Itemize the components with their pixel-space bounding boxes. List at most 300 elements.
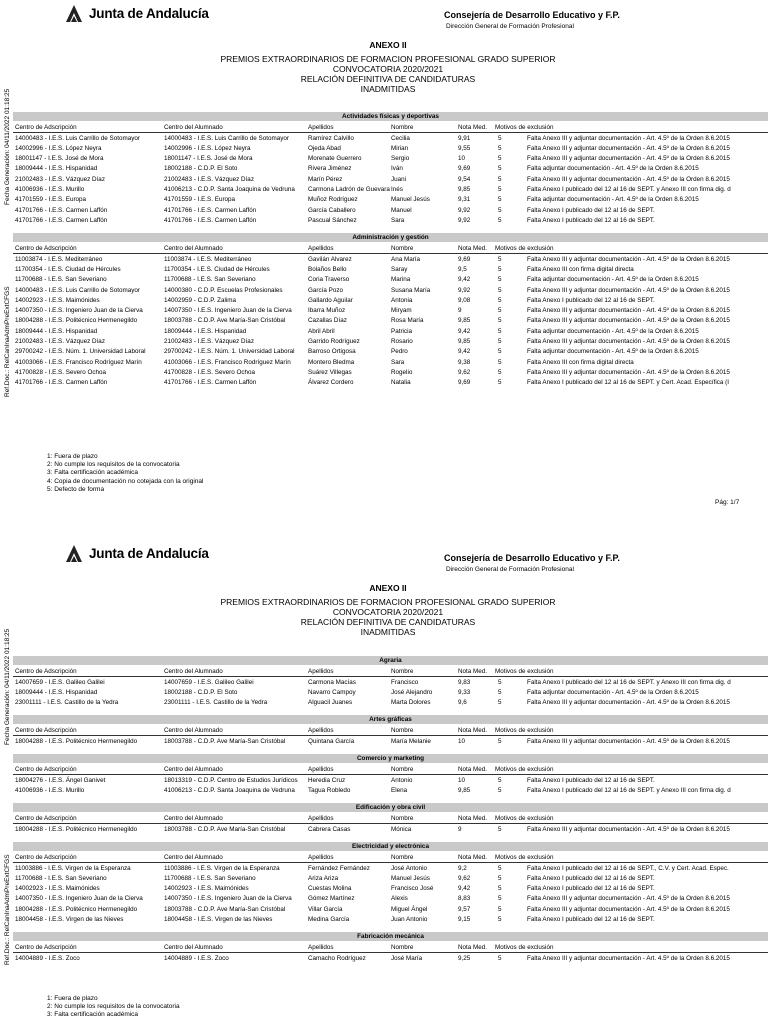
table-cell: 11003886 - I.E.S. Virgen de la Esperanza bbox=[164, 864, 280, 872]
table-cell: 14004889 - I.E.S. Zoco bbox=[15, 954, 80, 962]
table-cell: 8,83 bbox=[458, 895, 471, 903]
junta-logo bbox=[63, 2, 209, 24]
junta-emblem-icon bbox=[63, 542, 85, 564]
section-title: Comercio y marketing bbox=[13, 754, 768, 763]
table-cell: 5 bbox=[498, 307, 502, 315]
column-header: Nota Med. bbox=[458, 124, 488, 131]
table-cell: 9,62 bbox=[458, 368, 471, 376]
table-cell: 9,15 bbox=[458, 916, 471, 924]
column-header: Apellidos bbox=[308, 124, 334, 131]
table-cell: 9,85 bbox=[458, 185, 471, 193]
table-cell: Natalia bbox=[391, 379, 411, 387]
family-section bbox=[13, 112, 768, 225]
table-cell: Falta adjuntar documentación - Art. 4.5º de la Orden 8.6.2015 bbox=[527, 196, 699, 204]
table-cell: 14007350 - I.E.S. Ingeniero Juan de la Cierva bbox=[164, 307, 292, 315]
table-cell: 41700828 - I.E.S. Severo Ochoa bbox=[164, 368, 256, 376]
table-row bbox=[13, 254, 768, 264]
table-cell: Miguel Ángel bbox=[391, 905, 428, 913]
table-row bbox=[13, 893, 768, 903]
table-cell: 5 bbox=[498, 678, 502, 686]
table-cell: Coria Traverso bbox=[308, 276, 350, 284]
junta-logo bbox=[63, 542, 209, 564]
column-header: Nombre bbox=[391, 766, 414, 774]
table-cell: 9,85 bbox=[458, 786, 471, 794]
table-cell: 9 bbox=[458, 825, 462, 833]
table-cell: Falta adjuntar documentación - Art. 4.5º de la Orden 8.6.2015 bbox=[527, 276, 699, 284]
table-cell: 5 bbox=[498, 286, 502, 294]
column-header: Centro del Alumnado bbox=[164, 124, 223, 131]
family-section bbox=[13, 715, 768, 746]
table-cell: 14007350 - I.E.S. Ingeniero Juan de la Cierva bbox=[164, 895, 292, 903]
family-section bbox=[13, 842, 768, 924]
table-cell: Miryam bbox=[391, 307, 412, 315]
column-header: Motivos de exclusión bbox=[495, 727, 554, 735]
table-cell: Falta Anexo III y adjuntar documentación - Art. 4.5º de la Orden 8.6.2015 bbox=[527, 825, 730, 833]
table-row bbox=[13, 785, 768, 795]
document-titles bbox=[0, 40, 768, 94]
table-cell: 5 bbox=[498, 175, 502, 183]
table-cell: Falta Anexo I publicado del 12 al 16 de SEPT. bbox=[527, 296, 655, 304]
table-cell: 18009444 - I.E.S. Hispanidad bbox=[164, 327, 247, 335]
table-cell: Alguacil Juanes bbox=[308, 699, 353, 707]
footnote: 1: Fuera de plazo bbox=[47, 453, 98, 460]
table-cell: 18004458 - I.E.S. Virgen de las Nieves bbox=[15, 916, 124, 924]
table-cell: Falta Anexo I publicado del 12 al 16 de SEPT. bbox=[527, 216, 655, 224]
table-row bbox=[13, 274, 768, 284]
table-row bbox=[13, 194, 768, 204]
table-cell: 5 bbox=[498, 196, 502, 204]
table-cell: Antonia bbox=[391, 296, 413, 304]
footnotes-page-1 bbox=[47, 453, 203, 494]
table-cell: 5 bbox=[498, 144, 502, 152]
table-cell: 41701766 - I.E.S. Carmen Laffón bbox=[15, 216, 108, 224]
table-cell: 9,92 bbox=[458, 206, 471, 214]
table-cell: Falta Anexo I publicado del 12 al 16 de SEPT., C.V. y Cert. Acad. Espec. bbox=[527, 864, 729, 872]
table-cell: 14000380 - C.D.P. Escuelas Profesionales bbox=[164, 286, 283, 294]
table-cell: Falta Anexo III y adjuntar documentación - Art. 4.5º de la Orden 8.6.2015 bbox=[527, 155, 730, 163]
table-cell: 18004288 - I.E.S. Politécnico Hermenegildo bbox=[15, 737, 138, 745]
table-cell: 9,42 bbox=[458, 885, 471, 893]
table-cell: 9,54 bbox=[458, 175, 471, 183]
table-cell: García Pozo bbox=[308, 286, 343, 294]
table-cell: 18003788 - C.D.P. Ave María-San Cristóbal bbox=[164, 737, 286, 745]
table-cell: Muñoz Rodríguez bbox=[308, 196, 358, 204]
table-cell: 14007350 - I.E.S. Ingeniero Juan de la Cierva bbox=[15, 307, 143, 315]
table-cell: 18004276 - I.E.S. Ángel Ganivet bbox=[15, 776, 106, 784]
table-cell: José Alejandro bbox=[391, 688, 433, 696]
table-cell: Falta Anexo III y adjuntar documentación - Art. 4.5º de la Orden 8.6.2015 bbox=[527, 175, 730, 183]
column-header: Apellidos bbox=[308, 944, 334, 952]
table-cell: Falta Anexo I publicado del 12 al 16 de SEPT. y Anexo III con firma dig. d bbox=[527, 678, 731, 686]
table-cell: 21002483 - I.E.S. Vázquez Díaz bbox=[15, 338, 105, 346]
table-header bbox=[13, 243, 768, 254]
table-cell: Cuestas Molina bbox=[308, 885, 352, 893]
table-row bbox=[13, 215, 768, 225]
table-cell: Falta Anexo I publicado del 12 al 16 de SEPT. y Cert. Acad. Específica (I bbox=[527, 379, 729, 387]
table-cell: 5 bbox=[498, 255, 502, 263]
column-header: Nota Med. bbox=[458, 766, 488, 774]
table-row bbox=[13, 305, 768, 315]
column-header: Centro del Alumnado bbox=[164, 815, 223, 823]
table-cell: 5 bbox=[498, 206, 502, 214]
consejeria-title: Consejería de Desarrollo Educativo y F.P. bbox=[444, 553, 620, 563]
section-title: Administración y gestión bbox=[13, 233, 768, 242]
table-row bbox=[13, 285, 768, 295]
table-cell: Suárez Villegas bbox=[308, 368, 352, 376]
table-cell: Gómez Martínez bbox=[308, 895, 355, 903]
table-cell: 18009444 - I.E.S. Hispanidad bbox=[15, 688, 98, 696]
table-cell: 41003066 - I.E.S. Francisco Rodríguez Marín bbox=[164, 358, 291, 366]
family-section bbox=[13, 233, 768, 387]
table-cell: Falta Anexo I publicado del 12 al 16 de SEPT. y Anexo III con firma dig. d bbox=[527, 185, 731, 193]
table-row bbox=[13, 883, 768, 893]
table-cell: Falta Anexo III y adjuntar documentación - Art. 4.5º de la Orden 8.6.2015 bbox=[527, 954, 730, 962]
table-cell: Ojeda Abad bbox=[308, 144, 341, 152]
section-title: Artes gráficas bbox=[13, 715, 768, 724]
column-header: Nota Med. bbox=[458, 245, 488, 253]
table-cell: 29700242 - I.E.S. Núm. 1. Universidad Laboral bbox=[164, 348, 295, 356]
table-cell: 14007659 - I.E.S. Galileo Galilei bbox=[15, 678, 105, 686]
table-cell: 41006936 - I.E.S. Murillo bbox=[15, 185, 85, 193]
table-cell: Navarro Campoy bbox=[308, 688, 356, 696]
direccion-general: Dirección General de Formación Profesional bbox=[446, 23, 574, 30]
table-header bbox=[13, 666, 768, 677]
column-header: Motivos de exclusión bbox=[495, 766, 554, 774]
table-cell: 41006936 - I.E.S. Murillo bbox=[15, 786, 85, 794]
footnote: 4: Copia de documentación no cotejada con la original bbox=[47, 477, 204, 485]
table-cell: Marta Dolores bbox=[391, 699, 431, 707]
column-header: Centro de Adscripción bbox=[15, 245, 77, 253]
column-header: Apellidos bbox=[308, 766, 334, 774]
table-cell: 14000483 - I.E.S. Luis Carrillo de Sotomayor bbox=[15, 286, 140, 294]
column-header: Nota Med. bbox=[458, 854, 488, 862]
table-row bbox=[13, 153, 768, 163]
table-cell: 9,42 bbox=[458, 348, 471, 356]
table-cell: 9,62 bbox=[458, 874, 471, 882]
column-header: Centro de Adscripción bbox=[15, 854, 77, 862]
table-row bbox=[13, 687, 768, 697]
table-cell: 10 bbox=[458, 737, 466, 745]
sections-page-1 bbox=[13, 112, 768, 388]
table-cell: 14002923 - I.E.S. Maimónides bbox=[15, 296, 100, 304]
table-cell: Falta adjuntar documentación - Art. 4.5º de la Orden 8.6.2015 bbox=[527, 327, 699, 335]
table-cell: 9,69 bbox=[458, 255, 471, 263]
column-header: Centro de Adscripción bbox=[15, 766, 77, 774]
table-cell: 5 bbox=[498, 155, 502, 163]
footnote: 3: Falta certificación académica bbox=[47, 469, 139, 477]
column-header: Nombre bbox=[391, 727, 414, 735]
table-cell: 5 bbox=[498, 916, 502, 924]
table-cell: Falta Anexo III y adjuntar documentación - Art. 4.5º de la Orden 8.6.2015 bbox=[527, 307, 730, 315]
table-cell: Rogelio bbox=[391, 368, 413, 376]
table-cell: José María bbox=[391, 954, 423, 962]
table-cell: 5 bbox=[498, 699, 502, 707]
table-cell: 5 bbox=[498, 185, 502, 193]
table-cell: 5 bbox=[498, 216, 502, 224]
table-cell: 18001147 - I.E.S. José de Mora bbox=[15, 155, 104, 163]
table-cell: 14002923 - I.E.S. Maimónides bbox=[164, 885, 249, 893]
table-cell: 9,92 bbox=[458, 216, 471, 224]
document-titles bbox=[0, 583, 768, 637]
table-cell: 11003874 - I.E.S. Mediterráneo bbox=[15, 255, 103, 263]
table-cell: Ariza Ariza bbox=[308, 874, 339, 882]
side-fecha: Fecha Generación: 04/11/2022 01:18:25 bbox=[4, 88, 11, 205]
table-row bbox=[13, 953, 768, 963]
table-cell: Marín Pérez bbox=[308, 175, 343, 183]
table-cell: 11003886 - I.E.S. Virgen de la Esperanza bbox=[15, 864, 131, 872]
table-cell: 18002188 - C.D.P. El Soto bbox=[164, 688, 238, 696]
table-cell: 41003066 - I.E.S. Francisco Rodríguez Marín bbox=[15, 358, 142, 366]
table-cell: 18013319 - C.D.P. Centro de Estudios Jurídicos bbox=[164, 776, 298, 784]
page-number: Pág: 1/7 bbox=[715, 499, 740, 506]
table-row bbox=[13, 264, 768, 274]
table-cell: Antonio bbox=[391, 776, 413, 784]
table-cell: 41701766 - I.E.S. Carmen Laffón bbox=[15, 206, 108, 214]
table-cell: 18004288 - I.E.S. Politécnico Hermenegildo bbox=[15, 905, 138, 913]
table-cell: Falta Anexo III y adjuntar documentación - Art. 4.5º de la Orden 8.6.2015 bbox=[527, 895, 730, 903]
column-header: Nombre bbox=[391, 854, 414, 862]
column-header: Apellidos bbox=[308, 854, 334, 862]
table-cell: 41701559 - I.E.S. Europa bbox=[164, 196, 236, 204]
table-row bbox=[13, 904, 768, 914]
table-cell: 9,55 bbox=[458, 144, 471, 152]
table-header bbox=[13, 813, 768, 824]
table-cell: Falta adjuntar documentación - Art. 4.5º de la Orden 8.6.2015 bbox=[527, 688, 699, 696]
column-header: Centro de Adscripción bbox=[15, 668, 77, 675]
table-cell: 14002996 - I.E.S. López Neyra bbox=[15, 144, 102, 152]
table-cell: Carmona Macías bbox=[308, 678, 356, 686]
table-cell: Falta Anexo III y adjuntar documentación - Art. 4.5º de la Orden 8.6.2015 bbox=[527, 134, 730, 142]
brand-name: Junta de Andalucía bbox=[89, 545, 209, 561]
table-cell: 41701559 - I.E.S. Europa bbox=[15, 196, 87, 204]
column-header: Nota Med. bbox=[458, 815, 488, 823]
column-header: Centro de Adscripción bbox=[15, 944, 77, 952]
table-cell: Camacho Rodríguez bbox=[308, 954, 366, 962]
table-cell: 5 bbox=[498, 776, 502, 784]
table-cell: Falta Anexo I publicado del 12 al 16 de SEPT. bbox=[527, 885, 655, 893]
table-cell: Montero Bledma bbox=[308, 358, 355, 366]
title-line-1: PREMIOS EXTRAORDINARIOS DE FORMACION PROFESIONAL GRADO SUPERIOR bbox=[220, 54, 556, 64]
table-cell: Fernández Fernández bbox=[308, 864, 370, 872]
table-header bbox=[13, 942, 768, 953]
table-cell: Francisco José bbox=[391, 885, 434, 893]
table-cell: 5 bbox=[498, 276, 502, 284]
table-cell: Heredia Cruz bbox=[308, 776, 346, 784]
table-row bbox=[13, 914, 768, 924]
table-row bbox=[13, 775, 768, 785]
table-cell: Gallardo Aguilar bbox=[308, 296, 353, 304]
table-cell: Sara bbox=[391, 358, 405, 366]
table-row bbox=[13, 697, 768, 707]
table-cell: 14002996 - I.E.S. López Neyra bbox=[164, 144, 251, 152]
table-cell: 11700688 - I.E.S. San Severiano bbox=[15, 874, 107, 882]
table-cell: Barroso Ortigosa bbox=[308, 348, 356, 356]
table-row bbox=[13, 133, 768, 143]
table-cell: Falta Anexo III y adjuntar documentación - Art. 4.5º de la Orden 8.6.2015 bbox=[527, 255, 730, 263]
footnotes-page-2 bbox=[47, 995, 180, 1020]
table-header bbox=[13, 122, 768, 133]
section-title: Agraria bbox=[13, 656, 768, 665]
table-cell: 9,57 bbox=[458, 905, 471, 913]
table-cell: García Caballero bbox=[308, 206, 356, 214]
table-cell: Álvarez Cordero bbox=[308, 379, 354, 387]
table-cell: 10 bbox=[458, 155, 466, 163]
junta-emblem-icon bbox=[63, 2, 85, 24]
table-cell: 5 bbox=[498, 895, 502, 903]
column-header: Nombre bbox=[391, 124, 414, 131]
side-ref: Ref.Doc.: RelCanInaAdmPreExtCFGS bbox=[4, 854, 11, 965]
table-cell: Cabrera Casas bbox=[308, 825, 351, 833]
table-cell: 9,6 bbox=[458, 699, 467, 707]
table-cell: Sergio bbox=[391, 155, 410, 163]
table-cell: Elena bbox=[391, 786, 408, 794]
column-header: Apellidos bbox=[308, 245, 334, 253]
column-header: Nombre bbox=[391, 815, 414, 823]
table-cell: Carmona Ladrón de Guevara bbox=[308, 185, 390, 193]
table-cell: 5 bbox=[498, 864, 502, 872]
table-cell: 23001111 - I.E.S. Castillo de la Yedra bbox=[164, 699, 268, 707]
table-cell: 41006213 - C.D.P. Santa Joaquina de Vedruna bbox=[164, 786, 295, 794]
table-cell: Falta Anexo III y adjuntar documentación - Art. 4.5º de la Orden 8.6.2015 bbox=[527, 699, 730, 707]
column-header: Motivos de exclusión bbox=[495, 668, 554, 675]
column-header: Motivos de exclusión bbox=[495, 944, 554, 952]
title-line-3: RELACIÓN DEFINITIVA DE CANDIDATURAS bbox=[300, 74, 476, 84]
table-cell: Juani bbox=[391, 175, 407, 183]
table-cell: 18004288 - I.E.S. Politécnico Hermenegildo bbox=[15, 825, 138, 833]
table-cell: 9,5 bbox=[458, 265, 467, 273]
table-cell: 5 bbox=[498, 348, 502, 356]
table-header bbox=[13, 764, 768, 775]
table-cell: Garrido Rodríguez bbox=[308, 338, 360, 346]
section-title: Actividades físicas y deportivas bbox=[13, 112, 768, 121]
table-cell: Ana María bbox=[391, 255, 421, 263]
table-row bbox=[13, 346, 768, 356]
table-cell: 11700688 - I.E.S. San Severiano bbox=[164, 276, 256, 284]
table-cell: Falta Anexo III y adjuntar documentación - Art. 4.5º de la Orden 8.6.2015 bbox=[527, 338, 730, 346]
table-cell: 18004458 - I.E.S. Virgen de las Nieves bbox=[164, 916, 273, 924]
anexo-title: ANEXO II bbox=[369, 583, 407, 593]
table-cell: 5 bbox=[498, 737, 502, 745]
table-cell: Falta Anexo III y adjuntar documentación - Art. 4.5º de la Orden 8.6.2015 bbox=[527, 144, 730, 152]
table-cell: 5 bbox=[498, 317, 502, 325]
column-header: Centro del Alumnado bbox=[164, 944, 223, 952]
table-cell: María Melanie bbox=[391, 737, 431, 745]
table-header bbox=[13, 725, 768, 736]
title-line-4: INADMITIDAS bbox=[360, 84, 416, 94]
table-cell: 11700354 - I.E.S. Ciudad de Hércules bbox=[164, 265, 270, 273]
table-cell: Falta Anexo III y adjuntar documentación - Art. 4.5º de la Orden 8.6.2015 bbox=[527, 905, 730, 913]
column-header: Nota Med. bbox=[458, 668, 488, 675]
table-cell: 21002483 - I.E.S. Vázquez Díaz bbox=[164, 338, 254, 346]
table-cell: Morenate Guerrero bbox=[308, 155, 362, 163]
table-cell: Falta Anexo III y adjuntar documentación - Art. 4.5º de la Orden 8.6.2015 bbox=[527, 286, 730, 294]
anexo-title: ANEXO II bbox=[369, 40, 407, 50]
table-cell: 18003788 - C.D.P. Ave María-San Cristóbal bbox=[164, 317, 286, 325]
title-line-1: PREMIOS EXTRAORDINARIOS DE FORMACION PROFESIONAL GRADO SUPERIOR bbox=[220, 597, 556, 607]
section-title: Electricidad y electrónica bbox=[13, 842, 768, 851]
direccion-general: Dirección General de Formación Profesional bbox=[446, 566, 574, 573]
table-cell: 9,92 bbox=[458, 286, 471, 294]
table-cell: Tagua Robledo bbox=[308, 786, 351, 794]
table-cell: 9,08 bbox=[458, 296, 471, 304]
column-header: Centro del Alumnado bbox=[164, 854, 223, 862]
table-cell: 9,31 bbox=[458, 196, 471, 204]
table-cell: 14000483 - I.E.S. Luis Carrillo de Sotomayor bbox=[15, 134, 140, 142]
table-cell: Pedro bbox=[391, 348, 408, 356]
column-header: Motivos de exclusión bbox=[495, 124, 554, 131]
table-cell: 5 bbox=[498, 296, 502, 304]
table-cell: 10 bbox=[458, 776, 466, 784]
table-cell: 5 bbox=[498, 786, 502, 794]
table-row bbox=[13, 863, 768, 873]
table-cell: 5 bbox=[498, 905, 502, 913]
table-cell: 5 bbox=[498, 134, 502, 142]
footnote: 2: No cumple los requisitos de la convocatoria bbox=[47, 1003, 180, 1011]
table-cell: Inés bbox=[391, 185, 403, 193]
table-row bbox=[13, 295, 768, 305]
column-header: Centro de Adscripción bbox=[15, 124, 77, 131]
column-header: Motivos de exclusión bbox=[495, 815, 554, 823]
table-cell: 9,83 bbox=[458, 678, 471, 686]
table-cell: 9,42 bbox=[458, 276, 471, 284]
table-cell: Falta Anexo III y adjuntar documentación - Art. 4.5º de la Orden 8.6.2015 bbox=[527, 737, 730, 745]
table-cell: 18004288 - I.E.S. Politécnico Hermenegildo bbox=[15, 317, 138, 325]
table-cell: 21002483 - I.E.S. Vázquez Díaz bbox=[15, 175, 105, 183]
column-header: Nota Med. bbox=[458, 944, 488, 952]
table-cell: 18002188 - C.D.P. El Soto bbox=[164, 165, 238, 173]
table-row bbox=[13, 357, 768, 367]
table-cell: Medina García bbox=[308, 916, 350, 924]
table-cell: 5 bbox=[498, 358, 502, 366]
table-cell: 5 bbox=[498, 338, 502, 346]
table-cell: Cecilia bbox=[391, 134, 410, 142]
table-cell: Iván bbox=[391, 165, 403, 173]
table-cell: 9,85 bbox=[458, 338, 471, 346]
table-cell: Francisco bbox=[391, 678, 419, 686]
table-cell: 18003788 - C.D.P. Ave María-San Cristóbal bbox=[164, 825, 286, 833]
table-cell: Ibarra Muñoz bbox=[308, 307, 346, 315]
table-cell: 5 bbox=[498, 885, 502, 893]
column-header: Centro de Adscripción bbox=[15, 727, 77, 735]
table-cell: Marina bbox=[391, 276, 411, 284]
table-cell: 41701766 - I.E.S. Carmen Laffón bbox=[15, 379, 108, 387]
column-header: Centro del Alumnado bbox=[164, 245, 223, 253]
title-line-2: CONVOCATORIA 2020/2021 bbox=[332, 607, 444, 617]
table-cell: Falta Anexo III y adjuntar documentación - Art. 4.5º de la Orden 8.6.2015 bbox=[527, 368, 730, 376]
table-cell: 41006213 - C.D.P. Santa Joaquina de Vedruna bbox=[164, 185, 295, 193]
table-row bbox=[13, 367, 768, 377]
column-header: Motivos de exclusión bbox=[495, 854, 554, 862]
table-row bbox=[13, 336, 768, 346]
table-cell: Rosa María bbox=[391, 317, 424, 325]
family-section bbox=[13, 754, 768, 795]
family-section bbox=[13, 803, 768, 834]
table-cell: Sara bbox=[391, 216, 405, 224]
table-row bbox=[13, 184, 768, 194]
table-cell: 41700828 - I.E.S. Severo Ochoa bbox=[15, 368, 107, 376]
title-line-4: INADMITIDAS bbox=[360, 627, 416, 637]
footnote: 3: Falta certificación académica bbox=[47, 1011, 139, 1019]
table-cell: 21002483 - I.E.S. Vázquez Díaz bbox=[164, 175, 254, 183]
table-cell: 5 bbox=[498, 379, 502, 387]
table-cell: 11700354 - I.E.S. Ciudad de Hércules bbox=[15, 265, 121, 273]
table-cell: 9,69 bbox=[458, 379, 471, 387]
table-cell: Manuel bbox=[391, 206, 412, 214]
table-cell: Saray bbox=[391, 265, 408, 273]
table-cell: 29700242 - I.E.S. Núm. 1. Universidad Laboral bbox=[15, 348, 146, 356]
table-row bbox=[13, 315, 768, 325]
table-cell: 41701766 - I.E.S. Carmen Laffón bbox=[164, 379, 257, 387]
